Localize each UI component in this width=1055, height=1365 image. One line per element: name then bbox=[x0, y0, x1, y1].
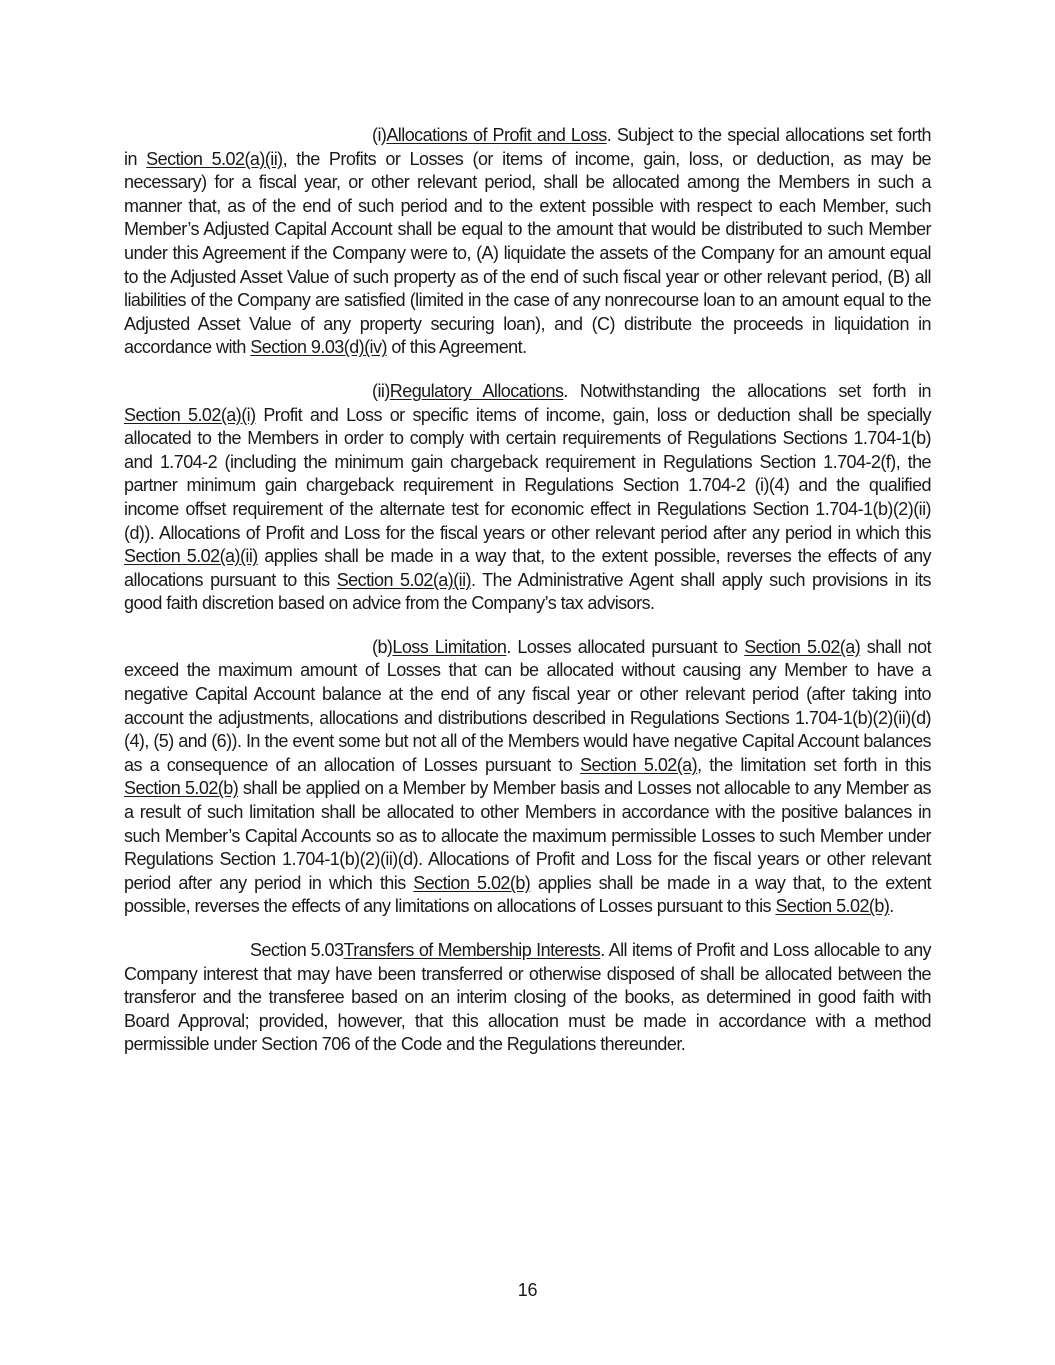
paragraph-regulatory-allocations bbox=[124, 380, 931, 616]
paragraph-loss-limitation bbox=[124, 636, 931, 919]
paragraph-text: of this Agreement. bbox=[386, 337, 527, 358]
section-cross-reference: Section 9.03(d)(iv) bbox=[250, 337, 387, 358]
paragraph-text: . Losses allocated pursuant to bbox=[506, 636, 745, 657]
paragraph-text: , the Profits or Losses (or items of income, gain, loss, or deduction, as may be necessary) for a fiscal year, or other relevant period, shall be allocated among the Members in such a manner that, as of the end of such period and to the extent possible with respect to each Member, such Member’s Adjusted Capital Account shall be equal to the amount that would be distributed to such Member under this Agreement if the Company were to, (A) liquidate the assets of the Company for an amount equal to the Adjusted Asset Value of such property as of the end of such fiscal year or other relevant period, (B) all liabilities of the Company are satisfied (limited in the case of any nonrecourse loan to an amount equal to the Adjusted Asset Value of any property securing loan), and (C) distribute the proceeds in liquidation in accordance with bbox=[124, 148, 931, 358]
section-cross-reference: Section 5.02(a) bbox=[580, 754, 698, 775]
section-cross-reference: Section 5.02(a)(ii) bbox=[336, 569, 471, 590]
document-page bbox=[124, 124, 931, 1077]
paragraph-text: . bbox=[889, 896, 894, 917]
section-number: Section 5.03 bbox=[250, 940, 344, 960]
paragraph-text: . Notwithstanding the allocations set forth in bbox=[563, 380, 931, 401]
paragraph-heading: Transfers of Membership Interests bbox=[343, 940, 601, 960]
paragraph-text: applies shall be made in a way that, to the extent possible, reverses the effects of any limitations on allocations of Losses pursuant to this bbox=[124, 872, 931, 917]
page-number: 16 bbox=[517, 1280, 538, 1300]
section-cross-reference: Section 5.02(a) bbox=[744, 636, 861, 657]
paragraph-heading: Regulatory Allocations bbox=[389, 380, 564, 401]
paragraph-text: shall be applied on a Member by Member basis and Losses not allocable to any Member as a result of such limitation shall be allocated to other Members in accordance with the positive balances in such Member’s Capital Accounts so as to allocate the maximum permissible Losses to such Member under Regulations Section 1.704-1(b)(2)(ii)(d). Allocations of Profit and Loss for the fiscal years or other relevant period after any period in which this bbox=[124, 778, 931, 893]
paragraph-body bbox=[124, 381, 931, 613]
paragraph-number: (b) bbox=[372, 636, 393, 657]
section-cross-reference: Section 5.02(a)(i) bbox=[124, 404, 256, 425]
paragraph-number: (i) bbox=[372, 125, 387, 145]
section-cross-reference: Section 5.02(b) bbox=[775, 896, 890, 917]
paragraph-body bbox=[124, 637, 931, 917]
paragraph-allocations-profit-loss bbox=[124, 124, 931, 360]
paragraph-heading: Allocations of Profit and Loss bbox=[386, 125, 607, 145]
paragraph-number: (ii) bbox=[372, 380, 390, 401]
paragraph-text: . All items of Profit and Loss allocable to any Company interest that may have been transferred or otherwise disposed of shall be allocated between the transferor and the transferee based on an interim closing of the books, as determined in good faith with Board Approval; provided, however, that this allocation must be made in accordance with a method permissible under Section 706 of the Code and the Regulations thereunder. bbox=[124, 940, 932, 1055]
paragraph-text: . The Administrative Agent shall apply such provisions in its good faith discretion based on advice from the Company’s tax advisors. bbox=[124, 569, 932, 614]
paragraph-transfers-membership-interests bbox=[124, 939, 931, 1057]
paragraph-text: . Subject to the special allocations set forth in bbox=[124, 125, 931, 169]
paragraph-text: Profit and Loss or specific items of income, gain, loss or deduction shall be specially allocated to the Members in order to comply with certain requirements of Regulations Sections 1.704-1(b) and 1.704-2 (including the minimum gain chargeback requirement in Regulations Section 1.704-2(f), the partner minimum gain chargeback requirement in Regulations Section 1.704-2 (i)(4) and the qualified income offset requirement of the alternate test for economic effect in Regulations Section 1.704-1(b)(2)(ii)(d)). Allocations of Profit and Loss for the fiscal years or other relevant period after any period in which this bbox=[124, 404, 931, 543]
paragraph-body bbox=[124, 125, 931, 357]
section-cross-reference: Section 5.02(b) bbox=[124, 778, 239, 799]
paragraph-text: , the limitation set forth in this bbox=[697, 754, 931, 775]
section-cross-reference: Section 5.02(a)(ii) bbox=[146, 148, 283, 169]
section-cross-reference: Section 5.02(b) bbox=[413, 872, 531, 893]
section-cross-reference: Section 5.02(a)(ii) bbox=[124, 546, 258, 567]
paragraph-text: applies shall be made in a way that, to the extent possible, reverses the effects of any allocations pursuant to this bbox=[124, 546, 931, 590]
paragraph-text: shall not exceed the maximum amount of Losses that can be allocated without causing any Member to have a negative Capital Account balance at the end of any fiscal year or other relevant period (after taking into account the adjustments, allocations and distributions described in Regulations Sections 1.704-1(b)(2)(ii)(d)(4), (5) and (6)). In the event some but not all of the Members would have negative Capital Account balances as a consequence of an allocation of Losses pursuant to bbox=[124, 636, 932, 775]
paragraph-heading: Loss Limitation bbox=[392, 636, 507, 657]
